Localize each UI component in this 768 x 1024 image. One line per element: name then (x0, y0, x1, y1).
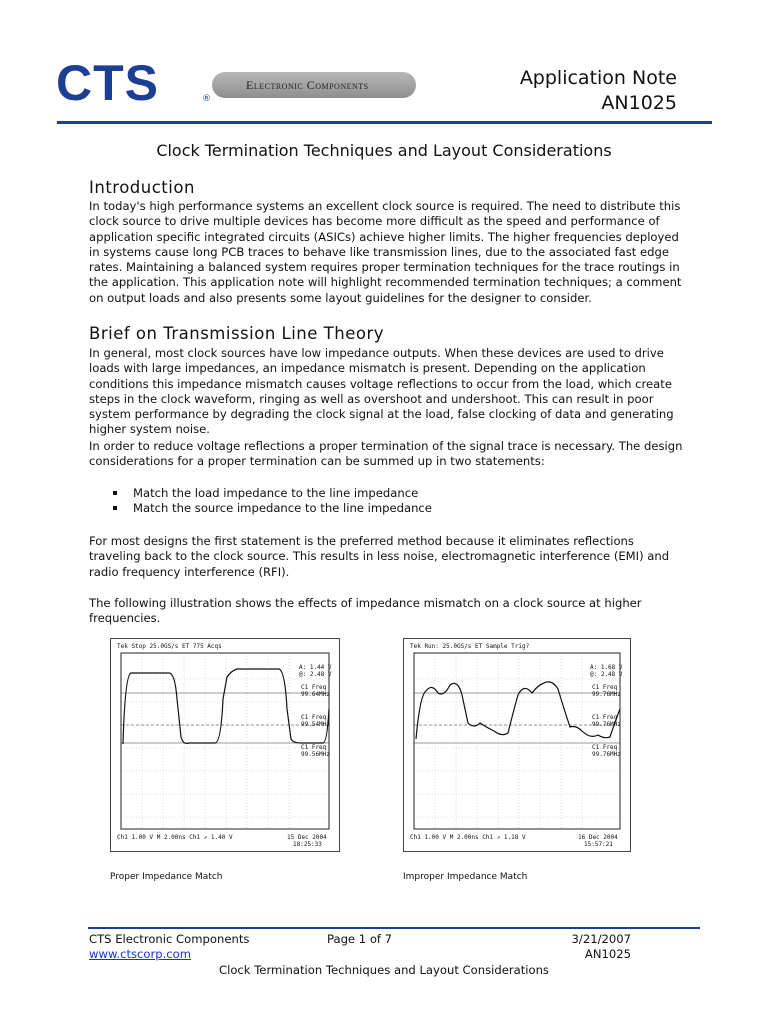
readout: 99.56MHz (301, 751, 330, 758)
document-title: Clock Termination Techniques and Layout Considerations (156, 141, 612, 160)
theory-heading: Brief on Transmission Line Theory (89, 324, 384, 343)
scope-time: 18:25:33 (293, 841, 322, 848)
footer-divider (88, 927, 700, 929)
footer-doc-number: AN1025 (584, 947, 631, 961)
doc-number: AN1025 (601, 92, 677, 114)
scope-time: 15:57:21 (584, 841, 613, 848)
list-item: Match the source impedance to the line impedance (89, 501, 432, 516)
theory-paragraph-2: In order to reduce voltage reflections a proper termination of the signal trace is necessary. The design considerations for a proper termination can be summed up in two statements: (89, 439, 683, 469)
termination-list (89, 486, 432, 517)
registered-mark: ® (202, 94, 211, 104)
readout: C1 Freq (301, 714, 327, 721)
cts-logo: CTS (56, 55, 159, 111)
footer-company: CTS Electronic Components (89, 932, 250, 946)
readout: C1 Freq (301, 744, 327, 751)
scope-screenshot-proper (110, 638, 340, 852)
scope-settings-text: Ch1 1.00 V M 2.00ns Ch1 ↗ 1.18 V (410, 834, 526, 841)
readout: @: 2.48 V (590, 671, 623, 678)
oscilloscope-trace-proper (111, 639, 339, 851)
readout: A: 1.68 V (590, 664, 623, 671)
tagline-text: Electronic Components (246, 78, 369, 92)
scope-status-text: Tek Stop 25.0GS/s ET 775 Acqs (117, 643, 222, 650)
footer-page-number: Page 1 of 7 (327, 932, 393, 946)
doc-type: Application Note (519, 67, 677, 89)
intro-heading: Introduction (89, 178, 195, 197)
website-link[interactable]: www.ctscorp.com (89, 947, 192, 961)
scope-date: 15 Dec 2004 (287, 834, 327, 841)
readout: C1 Freq (592, 684, 618, 691)
readout: @: 2.48 V (299, 671, 332, 678)
figure-caption-improper: Improper Impedance Match (403, 872, 528, 882)
scope-status-text: Tek Run: 25.0GS/s ET Sample Trig? (410, 643, 530, 650)
theory-paragraph-4: The following illustration shows the effects of impedance mismatch on a clock source at higher frequencies. (89, 596, 642, 626)
readout: 99.76MHz (592, 751, 621, 758)
header-divider (57, 121, 712, 124)
figure-caption-proper: Proper Impedance Match (110, 872, 223, 882)
readout: 99.76MHz (592, 691, 621, 698)
footer-title: Clock Termination Techniques and Layout Considerations (219, 963, 549, 977)
theory-paragraph-3: For most designs the first statement is the preferred method because it eliminates reflections traveling back to the clock source. This results in less noise, electromagnetic interference (EMI) and radio frequency interference (RFI). (89, 534, 670, 579)
footer-date: 3/21/2007 (571, 932, 631, 946)
scope-screenshot-improper (403, 638, 631, 852)
readout: 99.64MHz (301, 691, 330, 698)
readout: A: 1.44 V (299, 664, 332, 671)
scope-settings-text: Ch1 1.00 V M 2.00ns Ch1 ↗ 1.40 V (117, 834, 233, 841)
oscilloscope-trace-improper (404, 639, 630, 851)
readout: C1 Freq (592, 744, 618, 751)
list-item: Match the load impedance to the line impedance (89, 486, 432, 501)
application-note-label (520, 66, 677, 116)
intro-paragraph: In today's high performance systems an excellent clock source is required. The need to distribute this clock source to drive multiple devices has become more difficult as the speed and performance of application specific integrated circuits (ASICs) achieve higher limits. The higher frequencies deployed in systems cause long PCB traces to behave like transmission lines, due to the associated fast edge rates. Maintaining a balanced system requires proper termination techniques for the trace routings in the application. This application note will highlight recommended termination techniques; a comment on output loads and also presents some layout guidelines for the designer to consider. (89, 199, 682, 305)
readout: 99.54MHz (301, 721, 330, 728)
readout: C1 Freq (301, 684, 327, 691)
readout: C1 Freq (592, 714, 618, 721)
readout: 99.76MHz (592, 721, 621, 728)
theory-paragraph-1: In general, most clock sources have low impedance outputs. When these devices are used to drive loads with large impedances, an impedance mismatch is present. Depending on the application conditions this impedance mismatch causes voltage reflections to occur from the load, which create steps in the clock waveform, ringing as well as overshoot and undershoot. This can result in poor system performance by degrading the clock signal at the load, false clocking of data and generating higher system noise. (89, 346, 674, 437)
scope-date: 16 Dec 2004 (578, 834, 618, 841)
